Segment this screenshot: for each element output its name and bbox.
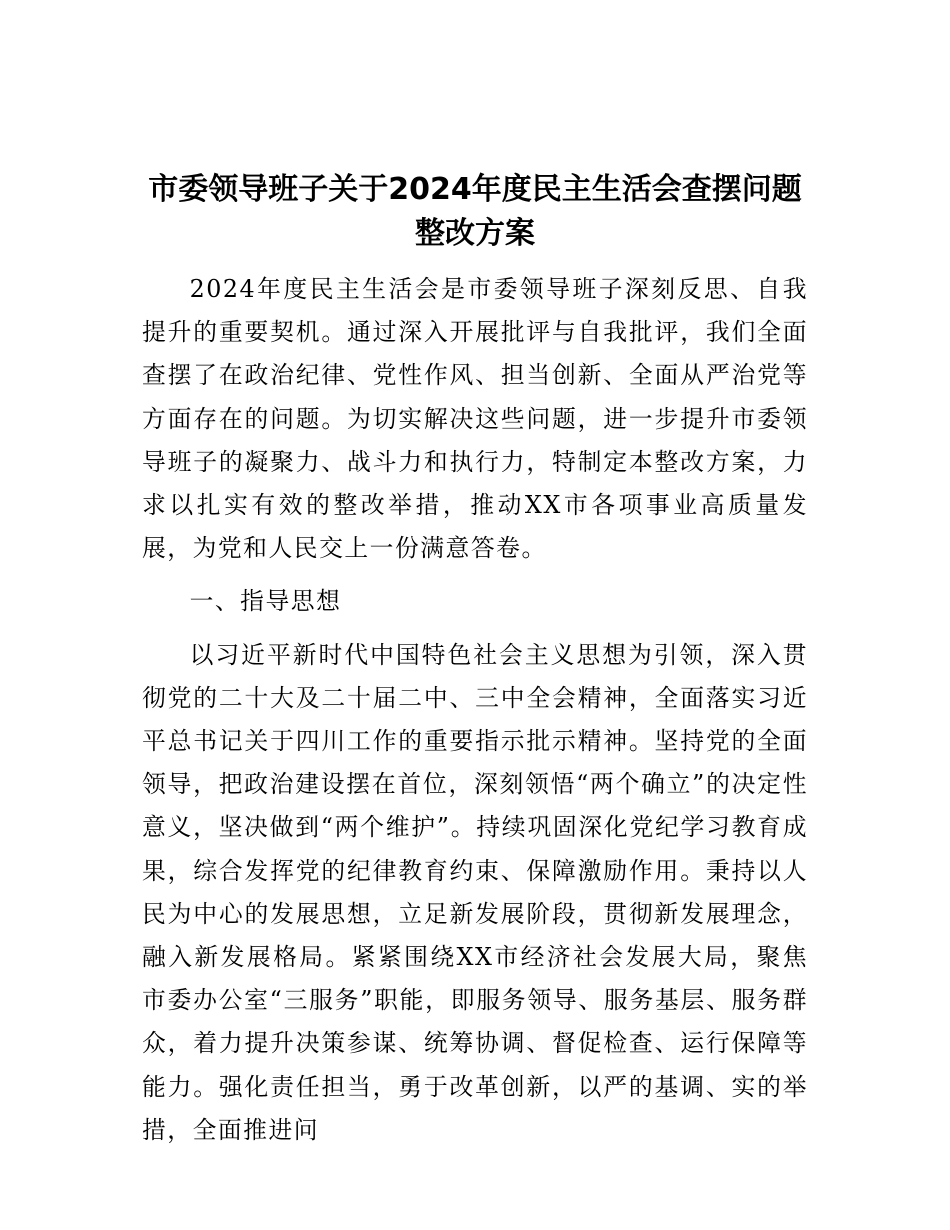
document-title: 市委领导班子关于2024年度民主生活会查摆问题整改方案: [148, 172, 802, 251]
section-heading-guiding-ideology: 一、指导思想: [189, 587, 342, 616]
guiding-ideology-paragraph: 以习近平新时代中国特色社会主义思想为引领，深入贯彻党的二十大及二十届二中、三中全会精神，全面落实习近平总书记关于四川工作的重要指示批示精神。坚持党的全面领导，把政治建设摆在首位，深刻领悟“两个确立”的决定性意义，坚决做到“两个维护”。持续巩固深化党纪学习教育成果，综合发挥党的纪律教育约束、保障激励作用。秉持以人民为中心的发展思想，立足新发展阶段，贯彻新发展理念，融入新发展格局。紧紧围绕XX市经济社会发展大局，聚焦市委办公室“三服务”职能，即服务领导、服务基层、服务群众，着力提升决策参谋、统筹协调、督促检查、运行保障等能力。强化责任担当，勇于改革创新，以严的基调、实的举措，全面推进问: [142, 640, 808, 1144]
intro-paragraph: 2024年度民主生活会是市委领导班子深刻反思、自我提升的重要契机。通过深入开展批评与自我批评，我们全面查摆了在政治纪律、党性作风、担当创新、全面从严治党等方面存在的问题。为切实解决这些问题，进一步提升市委领导班子的凝聚力、战斗力和执行力，特制定本整改方案，力求以扎实有效的整改举措，推动XX市各项事业高质量发展，为党和人民交上一份满意答卷。: [142, 275, 808, 563]
